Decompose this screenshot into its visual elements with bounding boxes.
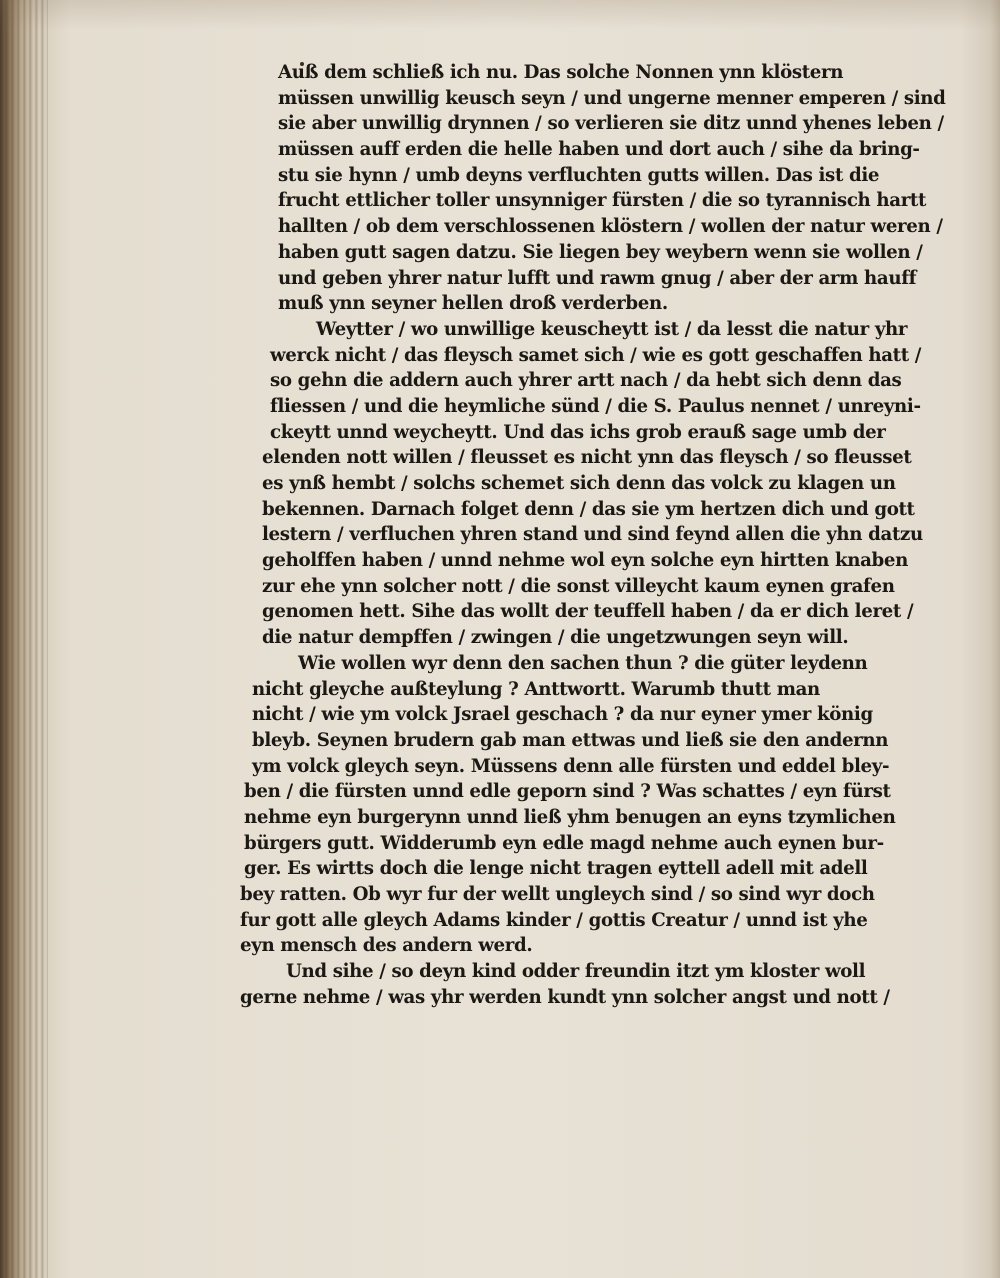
text-line: ben / die fürsten unnd edle geporn sind ? Was schattes / eyn fürst: [244, 781, 891, 803]
text-line: hallten / ob dem verschlossenen klöstern / wollen der natur weren /: [278, 216, 943, 238]
text-line: gerne nehme / was yhr werden kundt ynn solcher angst und nott /: [240, 986, 890, 1008]
body-text: [240, 60, 946, 1010]
text-line: die natur dempffen / zwingen / die ungetzwungen seyn will.: [262, 627, 849, 649]
paragraph-start-line: Und sihe / so deyn kind odder freundin itzt ym kloster woll: [286, 961, 866, 983]
text-line: sie aber unwillig drynnen / so verlieren sie ditz unnd yhenes leben /: [278, 113, 944, 135]
text-line: fur gott alle gleych Adams kinder / gottis Creatur / unnd ist yhe: [240, 909, 868, 931]
text-line: bekennen. Darnach folget denn / das sie ym hertzen dich und gott: [262, 498, 915, 520]
text-line: müssen unwillig keusch seyn / und ungerne menner emperen / sind: [278, 87, 946, 109]
text-line: bleyb. Seynen brudern gab man ettwas und ließ sie den andernn: [252, 729, 889, 751]
text-line: Auß dem schließ ich nu. Das solche Nonnen ynn klöstern: [278, 62, 844, 83]
text-line: stu sie hynn / umb deyns verfluchten gutts willen. Das ist die: [278, 164, 880, 186]
text-line: nicht gleyche außteylung ? Anttwortt. Warumb thutt man: [252, 678, 820, 700]
text-line: haben gutt sagen datzu. Sie liegen bey weybern wenn sie wollen /: [278, 241, 923, 263]
text-line: eyn mensch des andern werd.: [240, 935, 533, 957]
text-line: geholffen haben / unnd nehme wol eyn solche eyn hirtten knaben: [262, 550, 908, 572]
text-line: nehme eyn burgerynn unnd ließ yhm benugen an eyns tzymlichen: [244, 806, 896, 828]
text-line: so gehn die addern auch yhrer artt nach / da hebt sich denn das: [270, 370, 902, 392]
text-line: genomen hett. Sihe das wollt der teuffell haben / da er dich leret /: [262, 601, 914, 623]
text-line: ger. Es wirtts doch die lenge nicht tragen eyttell adell mit adell: [244, 858, 868, 880]
text-line: müssen auff erden die helle haben und dort auch / sihe da bring-: [278, 139, 920, 161]
text-line: und geben yhrer natur lufft und rawm gnug / aber der arm hauff: [278, 267, 917, 289]
text-line: ym volck gleych seyn. Müssens denn alle fürsten und eddel bley-: [252, 755, 890, 777]
text-line: frucht ettlicher toller unsynniger fürsten / die so tyrannisch hartt: [278, 190, 927, 212]
text-line: bürgers gutt. Widderumb eyn edle magd nehme auch eynen bur-: [244, 832, 884, 854]
text-line: ckeytt unnd weycheytt. Und das ichs grob erauß sage umb der: [270, 421, 886, 443]
text-line: es ynß hembt / solchs schemet sich denn das volck zu klagen un: [262, 473, 896, 494]
text-line: zur ehe ynn solcher nott / die sonst villeycht kaum eynen grafen: [262, 575, 895, 597]
text-line: fliessen / und die heymliche sünd / die S. Paulus nennet / unreyni-: [270, 395, 921, 417]
page-shadow: [0, 0, 1000, 30]
text-line: elenden nott willen / fleusset es nicht ynn das fleysch / so fleusset: [262, 447, 912, 469]
paragraph-start-line: Weytter / wo unwillige keuscheytt ist / da lesst die natur yhr: [316, 318, 908, 340]
text-line: muß ynn seyner hellen droß verderben.: [278, 293, 668, 315]
page-gutter-edge: [0, 0, 48, 1278]
text-line: werck nicht / das fleysch samet sich / wie es gott geschaffen hatt /: [270, 344, 922, 366]
paragraph-start-line: Wie wollen wyr denn den sachen thun ? die güter leydenn: [298, 652, 868, 674]
text-line: lestern / verfluchen yhren stand und sind feynd allen die yhn datzu: [262, 524, 923, 546]
text-line: bey ratten. Ob wyr fur der wellt ungleych sind / so sind wyr doch: [240, 884, 875, 905]
text-line: nicht / wie ym volck Jsrael geschach ? da nur eyner ymer könig: [252, 704, 873, 726]
